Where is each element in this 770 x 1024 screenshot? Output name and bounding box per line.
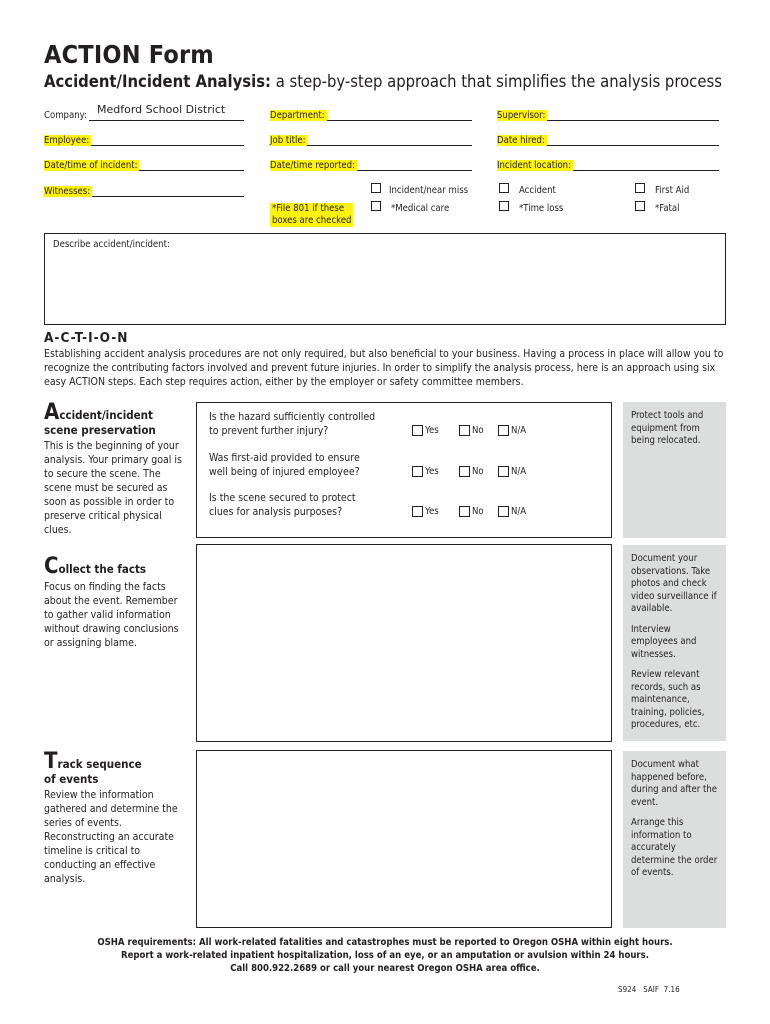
date-hired-field[interactable] — [497, 132, 719, 146]
department-field[interactable] — [270, 107, 472, 121]
step-a-letter: A — [44, 400, 60, 425]
witnesses-line[interactable] — [92, 186, 244, 197]
step-a-tip: Protect tools and equipment from being relocated. — [631, 410, 704, 446]
step-a-title-line2: scene preservation — [44, 423, 156, 437]
question-2 — [209, 451, 399, 479]
step-t-title-line2: of events — [44, 772, 99, 786]
q1-no-label: No — [472, 425, 484, 436]
supervisor-line[interactable] — [547, 110, 719, 121]
osha-line-3: Call 800.922.2689 or call your nearest Oregon OSHA area office. — [230, 963, 540, 974]
step-a-title — [44, 400, 189, 425]
step-t-tip-2: Arrange this information to accurately determine the order of events. — [631, 817, 718, 878]
step-c-letter: C — [44, 554, 59, 579]
q2-yes-checkbox[interactable] — [412, 466, 423, 477]
form-subtitle — [44, 72, 722, 91]
step-t-title-rest: rack sequence — [57, 757, 142, 771]
supervisor-field[interactable] — [497, 107, 719, 121]
date-hired-line[interactable] — [547, 135, 719, 146]
q3-yes-checkbox[interactable] — [412, 506, 423, 517]
q2-no[interactable] — [459, 466, 484, 477]
employee-label: Employee: — [44, 135, 90, 146]
question-1-line1: Is the hazard sufficiently controlled — [209, 411, 376, 423]
medical-care-checkbox[interactable] — [371, 201, 381, 211]
q3-na[interactable] — [498, 506, 526, 517]
describe-incident-label: Describe accident/incident: — [53, 239, 170, 250]
accident-checkbox[interactable] — [499, 183, 509, 193]
witnesses-field[interactable] — [44, 183, 244, 197]
step-c-tip-3: Review relevant records, such as maintenance, training, policies, procedures, etc. — [631, 669, 705, 730]
incident-location-label: Incident location: — [497, 160, 571, 171]
q1-yes[interactable] — [412, 425, 439, 436]
step-a-description — [44, 400, 189, 537]
fatal-label: *Fatal — [655, 203, 680, 214]
q2-no-label: No — [472, 466, 484, 477]
q1-no-checkbox[interactable] — [459, 425, 470, 436]
action-heading: A-C-T-I-O-N — [44, 330, 129, 346]
q2-yes-label: Yes — [425, 466, 439, 477]
supervisor-label: Supervisor: — [497, 110, 546, 121]
step-c-notes-box[interactable] — [196, 544, 612, 742]
question-1 — [209, 410, 399, 438]
action-intro: Establishing accident analysis procedures are not only required, but also beneficial to your business. Having a process in place will allow you to recognize the contributing factors involved and prevent future injuries. In order to simplify the analysis process, here is an approach using six easy ACTION steps. Each step requires action, either by the employer or safety committee members. — [44, 348, 724, 388]
q3-na-label: N/A — [511, 506, 527, 517]
question-3-line2: clues for analysis purposes? — [209, 506, 343, 518]
step-c-sidebar — [623, 545, 726, 741]
subtitle-rest: a step-by-step approach that simplifies the analysis process — [271, 72, 722, 91]
job-title-label: Job title: — [270, 135, 306, 146]
datetime-incident-field[interactable] — [44, 157, 244, 171]
step-a-sidebar — [623, 402, 726, 538]
time-loss-label: *Time loss — [519, 203, 564, 214]
step-t-title — [44, 749, 189, 774]
q1-no[interactable] — [459, 425, 484, 436]
osha-line-2: Report a work-related inpatient hospitalization, loss of an eye, or an amputation or avulsion within 24 hours. — [121, 950, 649, 961]
q3-no-label: No — [472, 506, 484, 517]
datetime-reported-field[interactable] — [270, 157, 472, 171]
file-801-note — [270, 203, 353, 227]
q3-na-checkbox[interactable] — [498, 506, 509, 517]
q2-na-label: N/A — [511, 466, 527, 477]
q3-yes-label: Yes — [425, 506, 439, 517]
q2-na-checkbox[interactable] — [498, 466, 509, 477]
step-t-letter: T — [44, 749, 58, 774]
department-label: Department: — [270, 110, 325, 121]
company-value: Medford School District — [97, 103, 226, 116]
step-t-notes-box[interactable] — [196, 750, 612, 928]
question-3-line1: Is the scene secured to protect — [209, 492, 356, 504]
near-miss-checkbox[interactable] — [371, 183, 381, 193]
q3-no[interactable] — [459, 506, 484, 517]
describe-incident-box[interactable] — [44, 233, 726, 325]
job-title-field[interactable] — [270, 132, 472, 146]
fatal-checkbox[interactable] — [635, 201, 645, 211]
step-c-tip-2: Interview employees and witnesses. — [631, 623, 697, 660]
question-1-line2: to prevent further injury? — [209, 425, 329, 437]
step-c-text: Focus on finding the facts about the event. Remember to gather valid information without drawing conclusions or assigning blame. — [44, 581, 179, 649]
question-2-line2: well being of injured employee? — [209, 466, 360, 478]
question-2-line1: Was first-aid provided to ensure — [209, 452, 360, 464]
step-a-text: This is the beginning of your analysis. Your primary goal is to secure the scene. The scene must be secured as soon as possible in order to preserve critical physical clues. — [44, 440, 182, 536]
job-title-line[interactable] — [307, 135, 472, 146]
step-t-text: Review the information gathered and determine the series of events. Reconstructing an accurate timeline is critical to conducting an effective analysis. — [44, 789, 178, 885]
q2-yes[interactable] — [412, 466, 439, 477]
witnesses-label: Witnesses: — [44, 186, 91, 197]
step-t-sidebar — [623, 751, 726, 928]
datetime-reported-line[interactable] — [357, 160, 472, 171]
department-line[interactable] — [327, 110, 472, 121]
q1-yes-label: Yes — [425, 425, 439, 436]
form-code: S924 SAIF 7.16 — [618, 985, 680, 994]
q3-no-checkbox[interactable] — [459, 506, 470, 517]
step-t-tip-1: Document what happened before, during and after the event. — [631, 759, 718, 808]
near-miss-label: Incident/near miss — [389, 185, 469, 196]
accident-label: Accident — [519, 185, 556, 196]
step-t-description — [44, 749, 189, 886]
q1-na[interactable] — [498, 425, 526, 436]
q3-yes[interactable] — [412, 506, 439, 517]
employee-line[interactable] — [91, 135, 244, 146]
date-hired-label: Date hired: — [497, 135, 545, 146]
datetime-incident-line[interactable] — [139, 160, 244, 171]
time-loss-checkbox[interactable] — [499, 201, 509, 211]
step-c-description — [44, 554, 189, 650]
medical-care-label: *Medical care — [391, 203, 450, 214]
file-801-line2: boxes are checked — [272, 215, 352, 226]
form-title: ACTION Form — [44, 40, 214, 69]
osha-line-1: OSHA requirements: All work-related fatalities and catastrophes must be reported to Oregon OSHA within eight hours. — [97, 937, 673, 948]
datetime-reported-label: Date/time reported: — [270, 160, 355, 171]
incident-location-field[interactable] — [497, 157, 719, 171]
q1-na-checkbox[interactable] — [498, 425, 509, 436]
step-c-title — [44, 554, 189, 579]
company-label: Company: — [44, 110, 87, 121]
first-aid-checkbox[interactable] — [635, 183, 645, 193]
step-a-title-rest: ccident/incident — [59, 408, 153, 422]
employee-field[interactable] — [44, 132, 244, 146]
q1-na-label: N/A — [511, 425, 527, 436]
osha-requirements — [44, 936, 726, 975]
subtitle-bold: Accident/Incident Analysis: — [44, 72, 271, 91]
step-c-title-rest: ollect the facts — [58, 562, 147, 576]
file-801-line1: *File 801 if these — [272, 203, 345, 214]
q2-na[interactable] — [498, 466, 526, 477]
question-3 — [209, 491, 399, 519]
q2-no-checkbox[interactable] — [459, 466, 470, 477]
datetime-incident-label: Date/time of incident: — [44, 160, 138, 171]
step-c-tip-1: Document your observations. Take photos and check video surveillance if available. — [631, 553, 717, 614]
first-aid-label: First Aid — [655, 185, 690, 196]
q1-yes-checkbox[interactable] — [412, 425, 423, 436]
incident-location-line[interactable] — [573, 160, 719, 171]
